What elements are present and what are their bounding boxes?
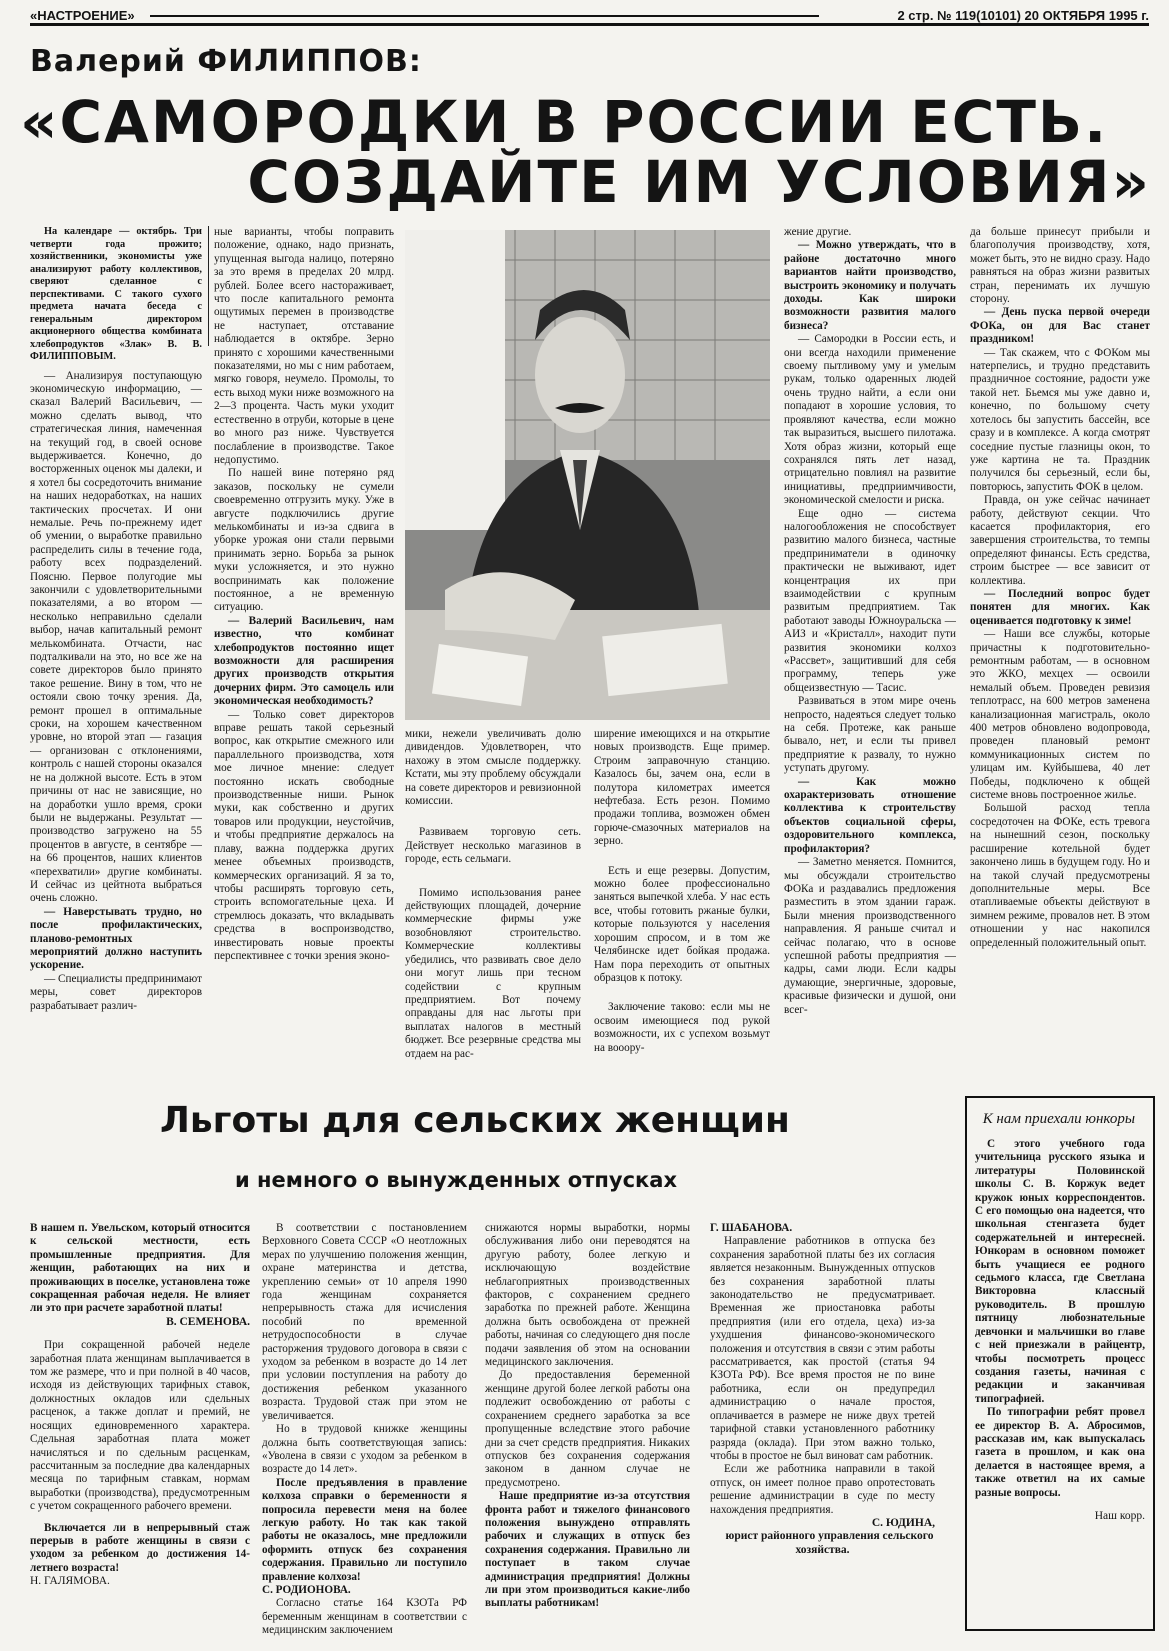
article-column-1 [30, 226, 202, 1066]
paragraph: Развиваться в этом мире очень непросто, надеяться следует только на себя. Протеже, как раньше бывало, нет, и если ты привел предприятие к развалу, то нужно уступать другому. [784, 695, 956, 775]
paragraph: жение другие. [784, 226, 852, 238]
paragraph: Заключение таково: если мы не освоим имеющиеся под рукой возможности, их с успехом возьмут на вооору- [594, 1001, 770, 1054]
article2-column-3 [485, 1222, 690, 1637]
author-signature: С. ЮДИНА, [871, 1516, 935, 1529]
sidebar-title: К нам приехали юнкоры [982, 1111, 1135, 1127]
paragraph: — Заметно меняется. Помнится, мы обсуждали строительство ФОКа и раздавались предложения разместить в этом здании гараж. Были мнения производственного направления. Я раньше считал и сейчас полагаю, что в основе успешной работы предприятия — кадры, сами люди. Если кадры думающие, энергичные, здоровые, красивые физически и душой, они всег- [784, 856, 956, 1016]
paragraph: — Анализируя поступающую экономическую информацию, — сказал Валерий Васильевич, — можно сделать вывод, что стратегическая линия, намеченная на текущий год, в своей основе выдерживается. Конечно, до восторженных оценок мы далеки, и я хотел бы сосредоточить внимание на наших недоработках, на наших тактических просчетах. И они немалые. Речь по-прежнему идет об умении, о выработке правильно распределить силы в течение года, работу всех подразделений. Поясню. Первое полугодие мы закончили с удовлетворительными показателями, а во втором — несколько неправильно сделали выбор, начав капитальный ремонт мелькомбината. Отчасти, нас подталкивали на это, но все же на совете директоров было принято такое решение. Вину в том, что не остояли свою точку зрения. Да, ремонт прошел в оптимальные сроки, на хорошем качественном уровне, но второй этап — газация — организован с отклонениями, контроль с нашей стороны оказался не на должной высоте. Есть в этом причины от нас не зависящие, но на доработки ушло время, сроки были не выдержаны. Результат — производство загружено на 55 процентов в августе, в сентябре — на 66 процентов, наших клиентов «перехватили» другие комбинаты. И сейчас из цейтнота выбраться очень сложно. [30, 369, 202, 905]
article-lead: На календаре — октябрь. Три четверти года прожито; хозяйственники, экономисты уже анализируют работу коллективов, сверяют сделанное с перспективами. С такого сухого предмета начата беседа с генеральным директором акционерного общества комбината хлебопродуктов «Злак» В. В. ФИЛИППОВЫМ. [30, 226, 202, 362]
headline-line-1: «САМОРОДКИ В РОССИИ ЕСТЬ. [20, 88, 1109, 156]
article-column-5 [784, 226, 956, 1066]
paragraph: Правда, он уже сейчас начинает работу, действуют секции. Что касается профилактория, его завершения строительства, то темпы определяют финансы. Есть средства, строим быстрее — все зависит от коллектива. [970, 494, 1150, 587]
paragraph: — Самородки в России есть, и они всегда находили применение своему пытливому уму и умелым рукам, только одаренных людей очень трудно найти, а если они попадают в хорошие условия, то проявляют качества, если можно так выразиться, высшего пилотажа. Хотя образ жизни, который еще сохранялся пять лет назад, отрицательно повлиял на развитие инициативы, предприимчивости, экономической смелости и риска. [784, 333, 956, 507]
paragraph: ширение имеющихся и на открытие новых производств. Еще пример. Строим заправочную станцию. Казалось бы, зачем она, если в полутора километрах имеется нефтебаза. Есть резон. Помимо продажи топлива, возможен обмен горюче-смазочных материалов на зерно. [594, 728, 770, 848]
question: — Можно утверждать, что в районе достаточно много вариантов найти производство, выстроить экономику и получать доходы. Как широки возможности развития малого бизнеса? [784, 239, 956, 332]
answer: До предоставления беременной женщине другой более легкой работы она подлежит освобождению от работы с сохранением среднего заработка за все пропущенные вследствие этого рабочие дни за счет средств предприятия. Никаких отпусков без сохранения содержания законом в данном случае не предусмотрено. [485, 1369, 690, 1489]
paragraph: Помимо использования ранее действующих площадей, дочерние коммерческие фирмы уже возобновляют строительство. Коммерческие коллективы убедились, что развивать свое дело они могут лишь при тесном содействии с крупным предприятием. Вот почему оправданы для нас льготы при выплатах налогов в местный бюджет. Все резервные средства мы отдаем на рас- [405, 886, 581, 1060]
paragraph: Развиваем торговую сеть. Действует несколько магазинов в городе, есть сельмаги. [405, 826, 581, 866]
paragraph: — Специалисты предпринимают меры, совет директоров разрабатывает различ- [30, 972, 202, 1012]
paragraph: — Только совет директоров вправе решать такой серьезный вопрос, как открытие смежного или параллельного производства, хотя мое личное мнение: следует постоянно искать свободные производственные ниши. Рынок муки, как собственно и других товаров или продукции, неустойчив, и чтобы предприятие держалось на плаву, важна поддержка других менее объемных производств, коммерческих организаций. Я за то, чтобы расширять торговую сеть, строить вспомогательные цеха. И стремлюсь доказать, что вкладывать средства в воспроизводство, инвестировать новые проекты перспективнее с точки зрения эконо- [214, 708, 394, 962]
answer: Направление работников в отпуска без сохранения заработной платы без их согласия является незаконным. Вынужденных отпусков без сохранения заработной платы законодательство не предусматривает. Временная же приостановка работы предприятия (или его отдела, цеха) из-за ухудшения финансово-экономического положения и отсутствия в связи с этим работы рассматривается, как простой (статья 94 КЗОТа РФ). Все время простоя не по вине работника, если он предупредил администрацию о начале простоя, оплачивается в размере не ниже двух третей тарифной ставки установленного работнику разряда (оклада). При этом важно только, чтобы в простое не был виноват сам работник. [710, 1235, 935, 1462]
paragraph: — Наши все службы, которые причастны к подготовительно-ремонтным работам, — в основном это ЖКО, мехцех — освоили немалый объем. Проведен ревизия теплотрасс, на 600 метров заменена канализационная магистраль, около 400 метров обновлено водопровода, проведен плановый ремонт коммуникационных систем по улицам им. Куйбышева, 40 лет Победы, подключено к общей системе вновь построенное жилье. [970, 628, 1150, 802]
portrait-photo [405, 230, 770, 720]
newspaper-name: «НАСТРОЕНИЕ» [30, 8, 135, 23]
paragraph: Еще одно — система налогообложения не способствует развитию малого бизнеса, частные предприниматели в одиночку практически не выживают, идет концентрация их при взаимодействии с крупным развитым предприятием. Так работают заводы Южноуральска — АИЗ и «Кристалл», находит пути развития экономики колхоз «Рассвет», защитивший для себя программу, теперь уже общеизвестную — Тасис. [784, 507, 956, 694]
reader-signature: Г. ШАБАНОВА. [710, 1222, 793, 1234]
paragraph: Большой расход тепла сосредоточен на ФОКе, есть тревога на нынешний сезон, поскольку расширение котельной будет закончено лишь в будущем году. Но и на такой случай предусмотрены дополнительные меры. Все отапливаемые объекты действуют в зимнем режиме, провалов нет. В этом отношении у нас накопился определенный положительный опыт. [970, 802, 1150, 949]
question: — Как можно охарактеризовать отношение коллектива к строительству объектов социальной сферы, оздоровительного комплекса, профилактория? [784, 775, 956, 855]
paragraph: да больше принесут прибыли и благополучия производству, хотя, может быть, это не видно сразу. Надо равняться на образ жизни развитых стран, перенимать их лучшую сторону. [970, 226, 1150, 306]
article-column-4 [594, 728, 770, 1066]
sidebar-paragraph: По типографии ребят провел ее директор В. А. Абросимов, рассказав им, как выпускалась газета в прошлом, и как она делается в настоящее время, а также ответил на их самые разные вопросы. [975, 1406, 1145, 1499]
article2-column-2 [262, 1222, 467, 1637]
answer: При сокращенной рабочей неделе заработная плата женщинам выплачивается в том же размере, что и при полной в 40 часов, исходя из действующих тарифных ставок, должностных окладов или сдельных расценок, а также доплат и премий, не носящих единовременного характера. Сдельная заработная плата может начисляться и по сдельным расценкам, рассчитанным за последние два календарных месяца по тарифным ставкам, нормам выработки (производства), предусмотренным с учетом сокращенного рабочего времени. [30, 1339, 250, 1513]
question: — Последний вопрос будет понятен для многих. Как оценивается подготовку к зиме! [970, 587, 1150, 627]
reader-question: Включается ли в непрерывный стаж перерыв в работе женщины в связи с уходом за ребенком до достижения 14-летнего возраста! [30, 1521, 250, 1574]
article-column-2 [214, 226, 394, 1066]
article2-title: Льготы для сельских женщин [160, 1100, 790, 1141]
answer: Согласно статье 164 КЗОТа РФ беременным женщинам в соответствии с медицинским заключением [262, 1597, 467, 1637]
reader-signature: Н. ГАЛЯМОВА. [30, 1575, 110, 1588]
question: — Наверстывать трудно, но после профилактических, планово-ремонтных мероприятий должно наступить ускорение. [30, 905, 202, 972]
sidebar-paragraph: С этого учебного года учительница русского языка и литературы Половинской школы С. В. Коржук ведет кружок юных корреспондентов. С его помощью она надеется, что школьная стенгазета будет содержательней и интересней. Юнкорам в основном поможет быть учащиеся ее родного седьмого класса, где Светлана Викторовна классный руководитель. В прошлую пятницу любознательные девчонки и мальчишки во главе с ней приезжали в райцентр, чтобы посмотреть процесс создания газеты, начиная с редакции и заканчивая типографией. [975, 1138, 1145, 1405]
paragraph: По нашей вине потеряно ряд заказов, поскольку не сумели своевременно отгрузить муку. Уже в августе подключились другие мелькомбинаты и из-за сдвига в уборке урожая они стали первыми принимать зерно. Борьба за рынок муки усложняется, и это нужно воспринимать как положение постоянное, а не временную ситуацию. [214, 467, 394, 614]
headline-line-2: СОЗДАЙТЕ ИМ УСЛОВИЯ» [247, 148, 1151, 216]
article-column-3 [405, 728, 581, 1066]
answer: В соответствии с постановлением Верховного Совета СССР «О неотложных мерах по улучшению положения женщин, охране материнства и детства, укреплению семьи» от 10 апреля 1990 года женщинам сохраняется непрерывность стажа для исчисления пособий по временной нетрудоспособности в случае расторжения трудового договора в связи с уходом за ребенком в возрасте до 14 лет при условии поступления на работу до достижения ребенком указанного возраста. Трудовой стаж при этом не увеличивается. [262, 1222, 467, 1422]
article-column-6 [970, 226, 1150, 1066]
author-position: юрист районного управления сельского хозяйства. [725, 1530, 934, 1556]
sidebar-box [965, 1096, 1155, 1631]
reader-signature: В. СЕМЕНОВА. [166, 1315, 250, 1328]
article2-subtitle: и немного о вынужденных отпусках [235, 1168, 677, 1192]
paragraph: — Так скажем, что с ФОКом мы натерпелись, и трудно представить праздничное состояние, радости уже такой нет. Бьемся мы уже давно и, конечно, по большому счету хотелось бы запустить бассейн, все сразу и в комплексе. А когда смотрят соседние пустые глазницы окон, то уже картина не та. Праздник получился бы серьезный, если бы, повторюсь, запустить ФОК в целом. [970, 346, 1150, 493]
issue-info: 2 стр. № 119(10101) 20 ОКТЯБРЯ 1995 г. [897, 8, 1149, 23]
column-divider [208, 226, 209, 346]
sidebar-text [975, 1138, 1145, 1500]
answer: Если же работника направили в такой отпуск, он имеет полное право опротестовать решение администрации в суде по месту нахождения предприятия. [710, 1463, 935, 1516]
portrait-illustration [405, 230, 770, 720]
article2-column-1 [30, 1222, 250, 1637]
paragraph: Есть и еще резервы. Допустим, можно более профессионально заняться выпечкой хлеба. У нас есть все, чтобы готовить ржаные булки, которые пользуются у населения хорошим спросом, и в том же Челябинске идет бойкая продажа. Нам пора переходить от опытных образцов к потоку. [594, 864, 770, 984]
question: — Валерий Васильевич, нам известно, что комбинат хлебопродуктов постоянно ищет возможности для расширения других производств открытия дочерних фирм. Это самоцель или экономическая необходимость? [214, 614, 394, 708]
article-byline: Валерий ФИЛИППОВ: [30, 44, 422, 79]
article2-column-4 [710, 1222, 935, 1637]
page-header [30, 6, 1149, 26]
answer: Но в трудовой книжке женщины должна быть соответствующая запись: «Уволена в связи с уходом за ребенком в возрасте до 14 лет». [262, 1423, 467, 1476]
paragraph: ные варианты, чтобы поправить положение, однако, надо признать, упущенная выгода налицо, потеряно за это время в пределах 20 млрд. рублей. Более всего настораживает, что после капитального ремонта ощутимых перемен в производстве не наступает, отставание наблюдается в октябре. Зерно принято с хорошими качественными показателями, но мы с ним работаем, мягко говоря, неумело. Промолы, то есть выход муки ниже возможного на 2—3 процента. Часть муки уходит естественно в отруби, которые в цене во много раз ниже. Чувствуется послабление в производстве. Такое недопустимо. [214, 226, 394, 466]
paragraph: мики, нежели увеличивать долю дивидендов. Удовлетворен, что нахожу в этом смысле поддержку. Кстати, мы эту проблему обсуждали на совете директоров и ревизионной комиссии. [405, 728, 581, 808]
header-rule [150, 15, 819, 17]
reader-signature: С. РОДИОНОВА. [262, 1583, 351, 1596]
answer: снижаются нормы выработки, нормы обслуживания либо они переводятся на другую работу, более легкую и исключающую воздействие неблагоприятных производственных факторов, с сохранением среднего заработка по прежней работе. Женщина должна быть освобождена от прежней работы, начиная со следующего дня после подачи заявления об этом на основании медицинского заключения. [485, 1222, 690, 1369]
question: — День пуска первой очереди ФОКа, он для Вас станет праздником! [970, 306, 1150, 346]
reader-question: Наше предприятие из-за отсутствия фронта работ и тяжелого финансового положения вынуждено отправлять рабочих и служащих в отпуск без сохранения содержания. Правильно ли поступает в таком случае администрация предприятия! Должны ли при этом производиться какие-либо выплаты работникам! [485, 1490, 690, 1610]
sidebar-signature: Наш корр. [1094, 1509, 1145, 1522]
reader-question: После предъявления в правление колхоза справки о беременности я попросила перевести меня на более легкую работу. Но так как такой работы не оказалось, мне предложили оформить отпуск без сохранения содержания. Правильно ли поступило правление колхоза! [262, 1476, 467, 1583]
reader-question: В нашем п. Увельском, который относится к сельской местности, есть промышленные предприятия. Для женщин, работающих на них и проживающих в поселке, установлена тоже сокращенная рабочая неделя. Не влияет ли это при расчете заработной платы! [30, 1222, 250, 1315]
